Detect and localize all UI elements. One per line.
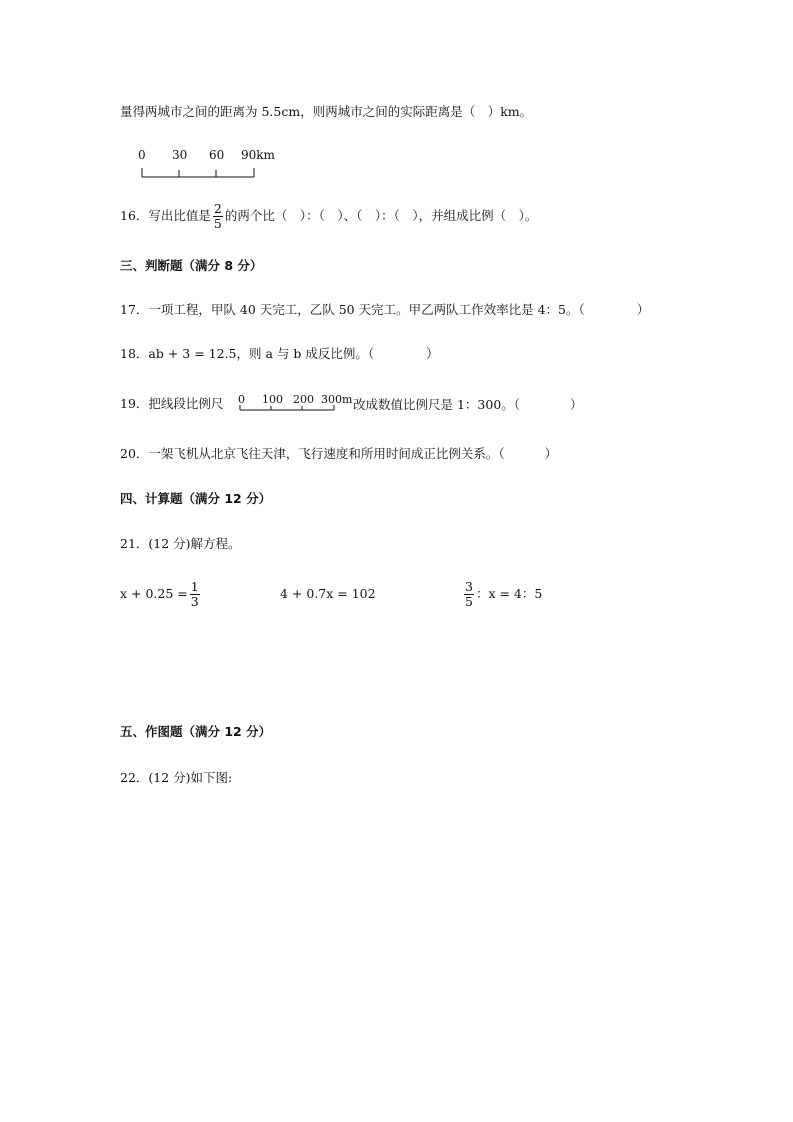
q20-text: 20．一架飞机从北京飞往天津，飞行速度和所用时间成正比例关系。（ <box>120 446 505 461</box>
q15-scale-bar <box>138 148 278 180</box>
q21-eq1-prefix: x + 0.25 = <box>120 586 188 601</box>
q21-eq3-den: 5 <box>465 594 473 609</box>
q16-line <box>120 200 537 232</box>
q16-frac-num: 2 <box>213 201 222 216</box>
q21-eq1-den: 3 <box>190 594 199 609</box>
q17-close: ） <box>636 302 650 317</box>
q21-equation-2: 4 + 0.7x = 102 <box>280 586 376 601</box>
q16-prefix: 16．写出比值是 <box>120 208 211 223</box>
q19-suffix-line <box>353 397 583 413</box>
q21-eq1-num: 1 <box>190 579 199 594</box>
section-3-title: 三、判断题（满分 8 分） <box>120 258 263 273</box>
q15-scale-label-30: 30 <box>172 148 188 162</box>
q19-prefix: 19．把线段比例尺 <box>120 396 224 411</box>
q21-equation-1 <box>120 578 202 610</box>
q15-text: 量得两城市之间的距离为 5.5cm，则两城市之间的实际距离是（ ）km。 <box>120 104 533 119</box>
q19-scale-label-100: 100 <box>262 393 283 406</box>
q21-eq3-num: 3 <box>465 579 473 594</box>
q17-text: 17．一项工程，甲队 40 天完工，乙队 50 天完工。甲乙两队工作效率比是 4：5。（ <box>120 302 585 317</box>
q18-line <box>120 346 439 362</box>
q15-scale-line <box>138 148 278 180</box>
q18-text: 18．ab + 3 = 12.5，则 a 与 b 成反比例。（ <box>120 346 375 361</box>
q19-line <box>120 396 223 416</box>
q16-suffix: 的两个比（ ）：（ ）、（ ）：（ ），并组成比例（ ）。 <box>224 208 538 223</box>
q21-eq1-fraction <box>190 580 200 609</box>
q15-scale-label-0: 0 <box>138 148 146 162</box>
q21-eq3-fraction <box>464 580 474 609</box>
q19-suffix: 改成数值比例尺是 1：300。（ <box>353 397 521 412</box>
q19-scale-line <box>236 393 356 417</box>
q19-close: ） <box>570 397 583 412</box>
q22-text: 22．(12 分)如下图: <box>120 770 233 785</box>
q15-scale-label-90km: 90km <box>241 148 275 162</box>
q17-line <box>120 302 649 318</box>
q19-scale-bar <box>236 393 356 417</box>
q16-frac-den: 5 <box>213 216 222 231</box>
q21-equation-3 <box>462 578 542 610</box>
section-5-title: 五、作图题（满分 12 分） <box>120 724 272 739</box>
q19-scale-label-300m: 300m <box>321 393 353 406</box>
q18-close: ） <box>426 346 439 361</box>
q21-eq3-suffix: ：x = 4：5 <box>475 586 543 601</box>
section-4-title: 四、计算题（满分 12 分） <box>120 491 272 506</box>
q16-fraction <box>213 202 223 231</box>
q20-line <box>120 446 557 462</box>
q20-close: ） <box>544 446 558 461</box>
q19-scale-label-0: 0 <box>238 393 245 406</box>
q15-scale-label-60: 60 <box>209 148 225 162</box>
q19-scale-label-200: 200 <box>293 393 314 406</box>
q21-text: 21．(12 分)解方程。 <box>120 536 241 551</box>
